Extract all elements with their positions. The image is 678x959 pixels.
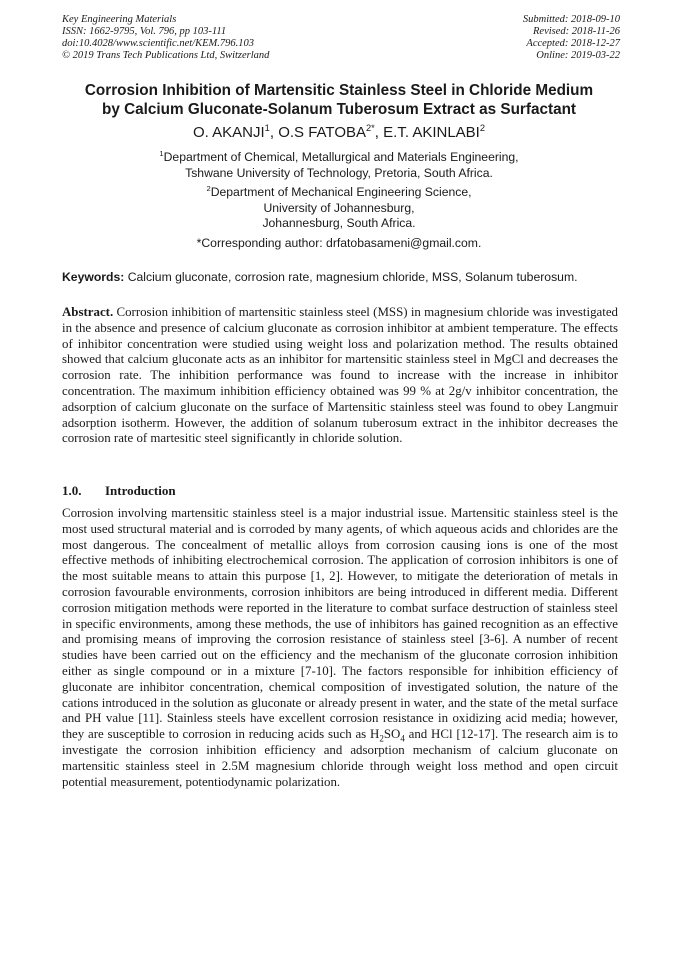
author-2: O.S FATOBA <box>278 124 366 141</box>
author-separator: , <box>269 124 279 141</box>
author-1: O. AKANJI <box>192 124 265 141</box>
formula-subscript-2: 4 <box>400 733 405 744</box>
affiliation-2-line-3: Johannesburg, South Africa. <box>262 216 416 230</box>
abstract <box>62 305 618 447</box>
author-3: E.T. AKINLABI <box>383 124 480 141</box>
keywords-label: Keywords: <box>62 270 125 284</box>
section-number: 1.0. <box>62 483 82 498</box>
section-heading <box>62 483 176 499</box>
affiliation-2-line-2: University of Johannesburg, <box>263 200 415 215</box>
author-3-affil: 2 <box>479 123 486 133</box>
corresponding-author: *Corresponding author: drfatobasameni@gmail.com. <box>196 236 482 250</box>
affiliation-2-mark: 2 <box>206 183 211 193</box>
section-title: Introduction <box>105 483 176 498</box>
formula-subscript-1: 2 <box>379 733 384 744</box>
submission-dates <box>523 14 620 62</box>
affiliation-2 <box>40 185 638 232</box>
affiliation-1 <box>40 150 638 181</box>
journal-header <box>62 14 620 62</box>
affiliation-1-line-2: Tshwane University of Technology, Pretoria, South Africa. <box>185 165 493 180</box>
affiliation-1-line-1: Department of Chemical, Metallurgical and Materials Engineering, <box>163 150 519 164</box>
date-online: Online: 2019-03-22 <box>536 50 620 61</box>
introduction-text <box>62 506 618 790</box>
intro-text-part-2: and HCl [12-17]. The research aim is to investigate the corrosion inhibition efficiency and adsorption mechanism of calcium gluconate on martensitic stainless steel in 2.5M magnesium chloride through weight loss method and open circuit potential measurement, potentiodynamic polarization. <box>62 727 618 789</box>
paper-title <box>40 81 638 119</box>
author-list <box>40 123 638 143</box>
date-revised: Revised: 2018-11-26 <box>533 26 620 37</box>
author-2-affil: 2* <box>366 123 375 133</box>
author-separator: , <box>374 124 384 141</box>
author-1-affil: 1 <box>264 123 270 133</box>
keywords <box>62 270 620 285</box>
journal-issn: ISSN: 1662-9795, Vol. 796, pp 103-111 <box>62 26 227 37</box>
keywords-text: Calcium gluconate, corrosion rate, magnesium chloride, MSS, Solanum tuberosum. <box>124 270 578 284</box>
journal-copyright: © 2019 Trans Tech Publications Ltd, Switzerland <box>62 50 270 61</box>
abstract-label: Abstract. <box>62 305 114 319</box>
intro-text-part-1: Corrosion involving martensitic stainless steel is a major industrial issue. Martensitic stainless steel is the most used structural material and is corroded by many agents, of which aqueous acids and chlorides are the most dangerous. The concealment of metallic alloys from corrosion causing ions is one of the most effective methods of inhibiting electrochemical corrosion. The application of corrosion inhibitors is one of the most suitable means to attain this purpose [1, 2]. However, to mitigate the deterioration of metals in corrosion favourable environments, corrosion inhibitors are being introduced in different media. Different corrosion mitigation methods were reported in the literature to combat surface destruction of stainless steel in specific environments, among these methods, the use of inhibitors has gained recognition as an effective and promising means of improving the corrosion resistance of stainless steel [3-6]. A number of recent studies have been carried out on the efficiency and the mechanism of the gluconate corrosion inhibition either as single compound or in a mixture [7-10]. The factors responsible for inhibition efficiency of gluconate are inhibitor concentration, chemical composition of investigated solution, the nature of the cations introduced in the solution as gluconate or already present in water, and the state of the metal surface and PH value [11]. Stainless steels have excellent corrosion resistance in oxidizing acid media; however, they are susceptible to corrosion in reducing acids such as H <box>62 506 618 742</box>
date-submitted: Submitted: 2018-09-10 <box>522 14 620 25</box>
title-line-1: Corrosion Inhibition of Martensitic Stainless Steel in Chloride Medium <box>84 82 594 99</box>
title-line-2: by Calcium Gluconate-Solanum Tuberosum Extract as Surfactant <box>101 101 577 118</box>
affiliation-1-mark: 1 <box>159 148 164 158</box>
journal-name: Key Engineering Materials <box>62 14 177 25</box>
abstract-text: Corrosion inhibition of martensitic stainless steel (MSS) in magnesium chloride was investigated in the absence and presence of calcium gluconate as corrosion inhibitor at ambient temperature. The effects of inhibitor concentration were studied using weight loss and polarization method. The results obtained showed that calcium gluconate acts as an inhibitor for martensitic stainless steel in MgCl and decreases the corrosion rate. The inhibition performance was found to increase with the increase in inhibitor concentration. The maximum inhibition efficiency obtained was 99 % at 2g/v inhibitor concentration, the adsorption of calcium gluconate on the surface of Martensitic stainless steel was found to obey Langmuir adsorption isotherm. However, the addition of solanum tuberosum extract in the inhibitor decreases the corrosion rate of martesitic steel significantly in chloride solution. <box>62 305 618 446</box>
formula-middle: SO <box>383 727 401 742</box>
affiliation-2-line-1: Department of Mechanical Engineering Science, <box>210 185 472 199</box>
date-accepted: Accepted: 2018-12-27 <box>526 38 620 49</box>
journal-info <box>62 14 269 62</box>
journal-doi: doi:10.4028/www.scientific.net/KEM.796.103 <box>62 38 254 49</box>
